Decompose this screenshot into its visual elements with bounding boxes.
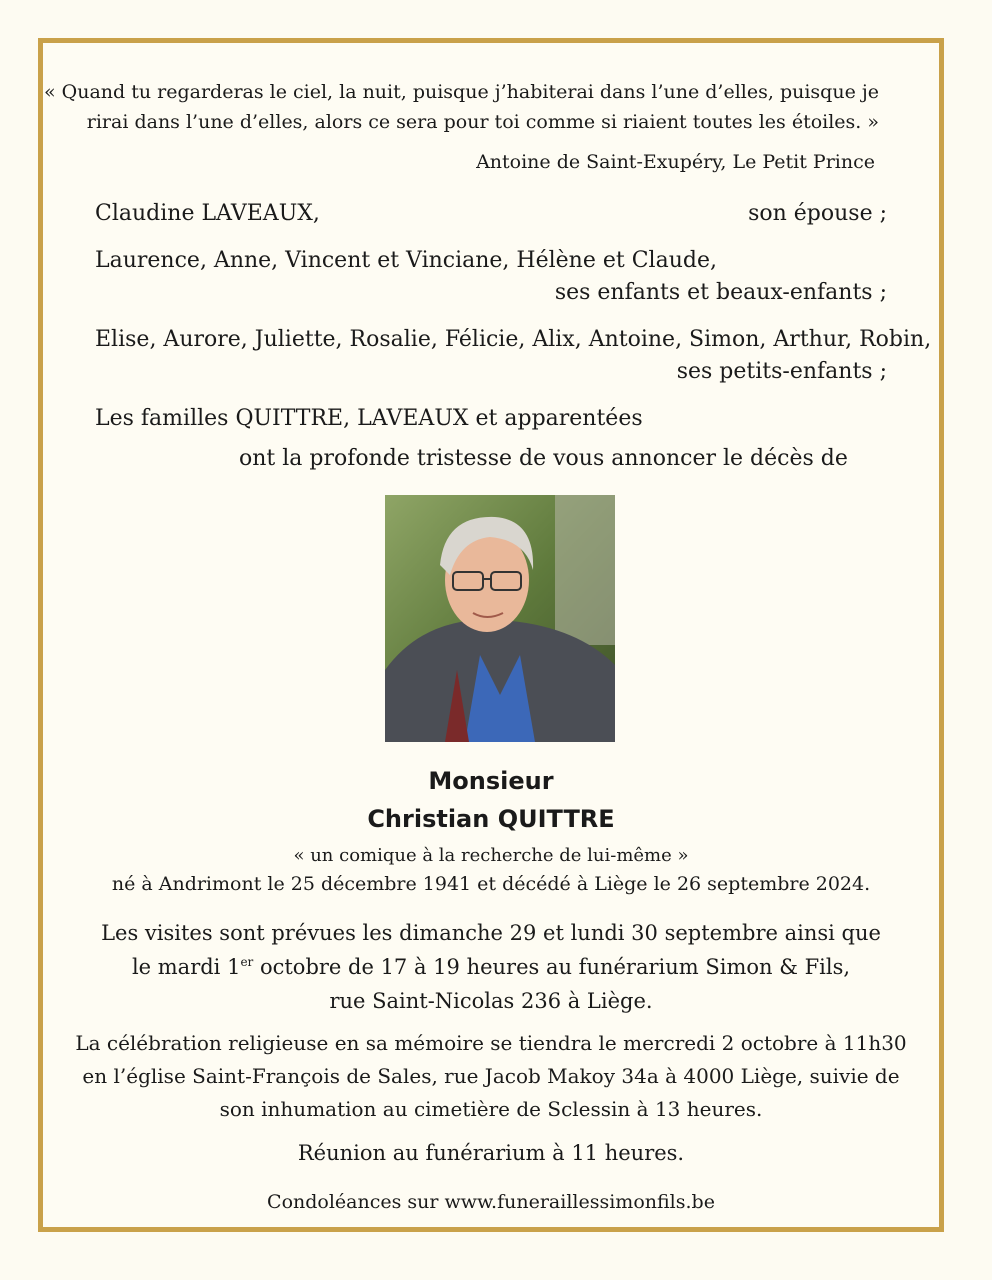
visits-line-1: Les visites sont prévues les dimanche 29 et lundi 30 septembre ainsi que [101,921,881,945]
quote-line-1: « Quand tu regarderas le ciel, la nuit, puisque j’habiterai dans l’une d’elles, puisque je [43,81,879,103]
announcement-text: ont la profonde tristesse de vous annoncer le décès de [239,446,848,471]
deceased-motto: « un comique à la recherche de lui-même » [293,845,689,866]
family-relatives-names: Les familles QUITTRE, LAVEAUX et apparentées [95,406,643,431]
ceremony-line-2: en l’église Saint-François de Sales, rue Jacob Makoy 34a à 4000 Liège, suivie de [82,1064,900,1088]
visits-line-3: rue Saint-Nicolas 236 à Liège. [329,989,653,1013]
condolences-link[interactable]: Condoléances sur www.funeraillessimonfils.be [267,1191,715,1213]
quote-line-2: rirai dans l’une d’elles, alors ce sera pour toi comme si riaient toutes les étoiles. » [86,111,879,133]
ceremony-line-1: La célébration religieuse en sa mémoire se tiendra le mercredi 2 octobre à 11h30 [75,1031,907,1055]
family-grandchildren-names: Elise, Aurore, Juliette, Rosalie, Félicie, Alix, Antoine, Simon, Arthur, Robin, [95,327,932,352]
family-grandchildren-relation: ses petits-enfants ; [676,359,887,384]
visits-line-2: le mardi 1er octobre de 17 à 19 heures au funérarium Simon & Fils, [131,955,851,979]
announcement-frame [38,38,944,1232]
family-spouse-names: Claudine LAVEAUX, [95,201,320,226]
family-children-relation: ses enfants et beaux-enfants ; [554,280,887,305]
family-children-names: Laurence, Anne, Vincent et Vinciane, Hélène et Claude, [95,248,717,273]
deceased-dates: né à Andrimont le 25 décembre 1941 et décédé à Liège le 26 septembre 2024. [111,873,871,895]
reunion-text: Réunion au funérarium à 11 heures. [297,1141,685,1165]
family-spouse-relation: son épouse ; [748,201,887,226]
portrait-photo [385,495,615,742]
quote-author: Antoine de Saint-Exupéry, Le Petit Prince [476,151,875,173]
deceased-title: Monsieur [428,767,554,795]
ceremony-line-3: son inhumation au cimetière de Sclessin à 13 heures. [219,1097,763,1121]
deceased-name: Christian QUITTRE [367,805,615,833]
